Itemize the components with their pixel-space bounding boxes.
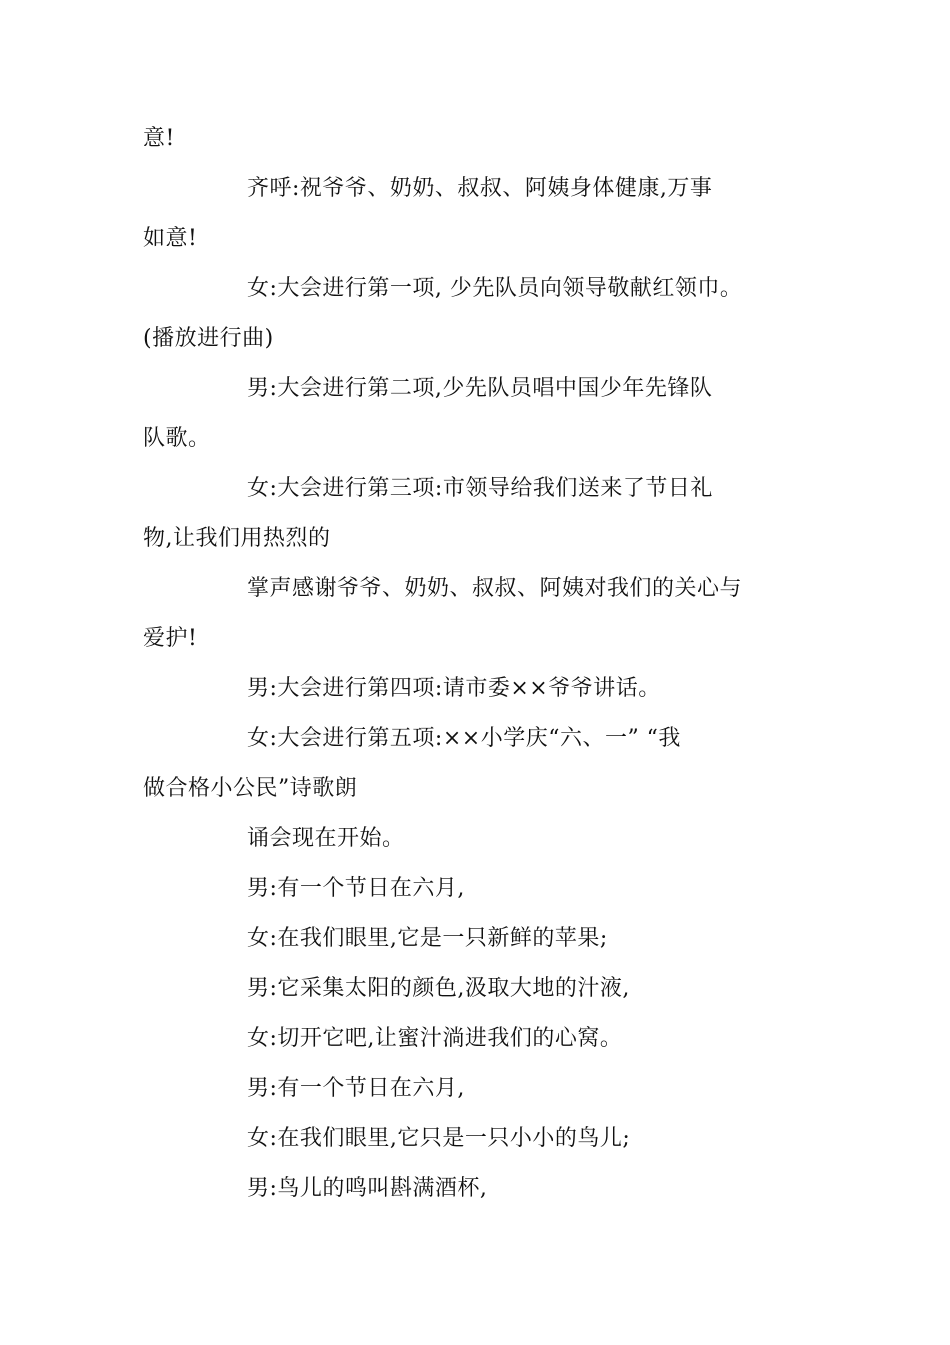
text-line: 男:有一个节日在六月, (247, 876, 465, 901)
text-line: 意! (143, 126, 175, 151)
text-line: 女:在我们眼里,它只是一只小小的鸟儿; (247, 1126, 631, 1151)
text-line: 女:在我们眼里,它是一只新鲜的苹果; (247, 926, 608, 951)
text-line: 男:有一个节日在六月, (247, 1076, 465, 1101)
text-line: 女:大会进行第一项, 少先队员向领导敬献红领巾。 (247, 276, 743, 301)
text-line: 掌声感谢爷爷、奶奶、叔叔、阿姨对我们的关心与 (247, 576, 743, 601)
text-line: 物,让我们用热烈的 (143, 526, 331, 551)
text-line: 如意! (143, 226, 198, 251)
text-line: 男:它采集太阳的颜色,汲取大地的汁液, (247, 976, 630, 1001)
text-line: 齐呼:祝爷爷、奶奶、叔叔、阿姨身体健康,万事 (247, 176, 713, 201)
text-line: 女:大会进行第三项:市领导给我们送来了节日礼 (247, 476, 713, 501)
text-line: 队歌。 (143, 426, 211, 451)
text-line: (播放进行曲) (143, 326, 274, 351)
text-line: 做合格小公民”诗歌朗 (143, 776, 358, 801)
text-line: 男:鸟儿的鸣叫斟满酒杯, (247, 1176, 488, 1201)
text-line: 诵会现在开始。 (247, 826, 405, 851)
text-line: 男:大会进行第二项,少先队员唱中国少年先锋队 (247, 376, 713, 401)
text-line: 女:大会进行第五项:××小学庆“六、一” “我 (247, 726, 681, 751)
text-line: 男:大会进行第四项:请市委××爷爷讲话。 (247, 676, 661, 701)
text-line: 女:切开它吧,让蜜汁淌进我们的心窝。 (247, 1026, 623, 1051)
text-line: 爱护! (143, 626, 198, 651)
